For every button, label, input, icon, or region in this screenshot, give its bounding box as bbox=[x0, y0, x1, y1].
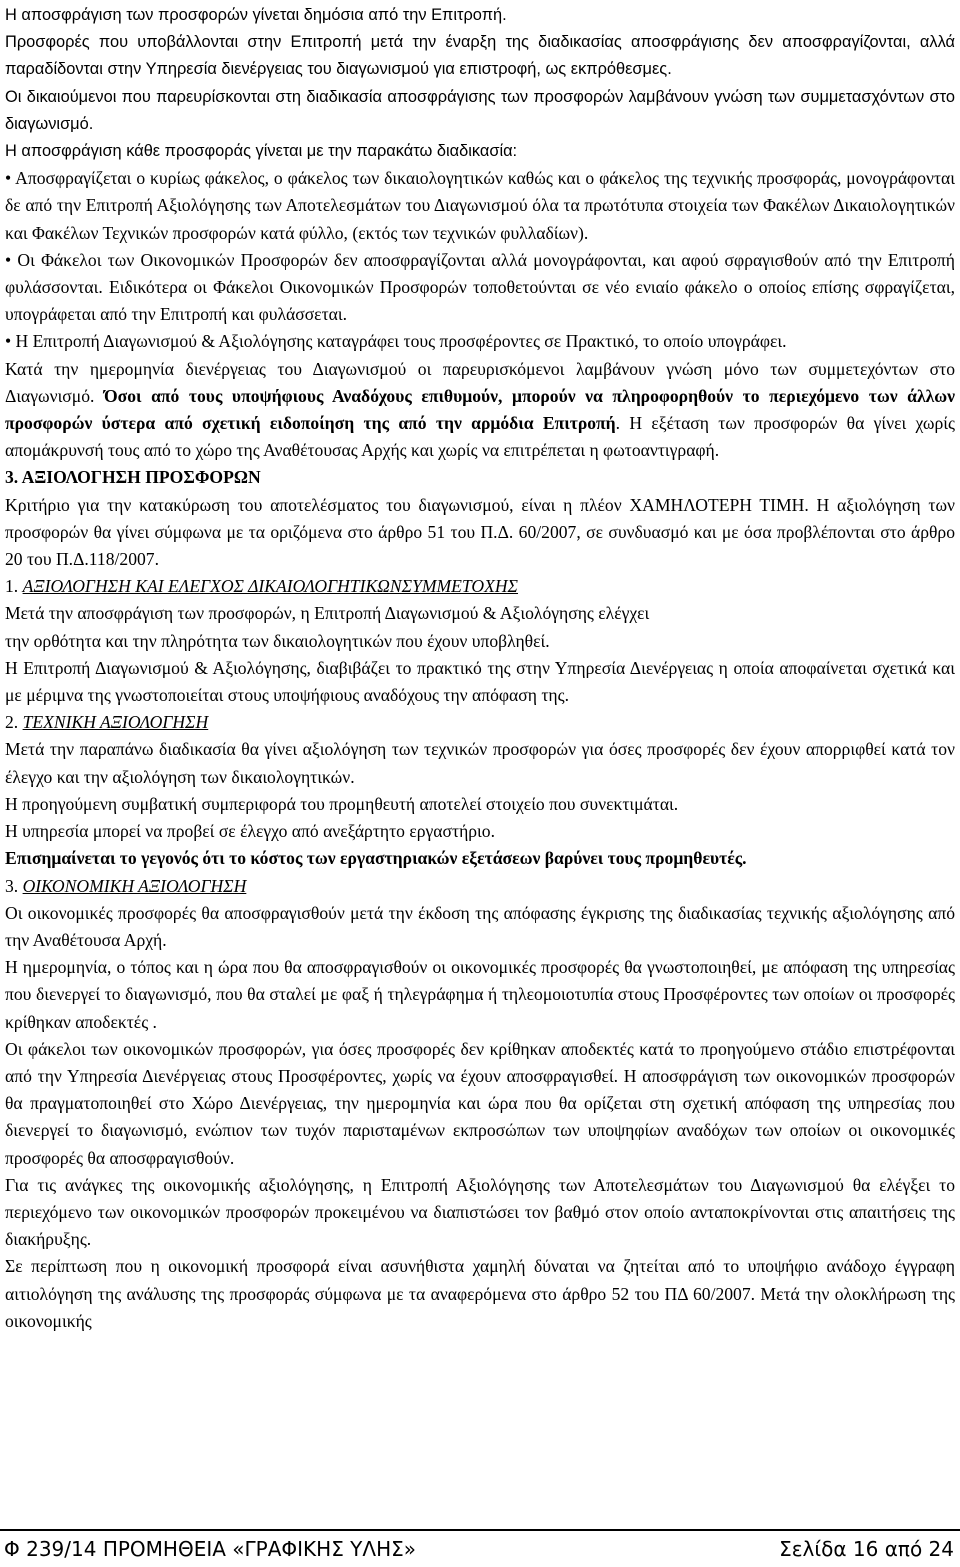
paragraph bbox=[5, 356, 955, 465]
text-run: . Η εξέταση των προσφορών θα γίνει χωρίς απομάκρυνσή τους από το χώρο της Αναθέτουσας Αρχής και χωρίς να επιτρέπεται η φωτοαντιγραφή. bbox=[5, 413, 955, 461]
paragraph: Μετά την παραπάνω διαδικασία θα γίνει αξιολόγηση των τεχνικών προσφορών για όσες προσφορές δεν έχουν απορριφθεί κατά τον έλεγχο και την αξιολόγηση των δικαιολογητικών. bbox=[5, 739, 955, 787]
paragraph: Για τις ανάγκες της οικονομικής αξιολόγησης, η Επιτροπή Αξιολόγησης των Αποτελεσμάτων του Διαγωνισμού θα ελέγξει το περιεχόμενο των οικονομικών προσφορών προκειμένου να διαπιστώσει τον βαθμό στον οποίο ανταποκρίνονται στις απαιτήσεις της διακήρυξης. bbox=[5, 1174, 955, 1250]
subsection-heading bbox=[5, 709, 955, 736]
page-footer bbox=[4, 1535, 954, 1565]
subsection-number: 1. bbox=[5, 576, 23, 597]
footer-divider bbox=[0, 1529, 960, 1531]
paragraph: Μετά την αποσφράγιση των προσφορών, η Επιτροπή Διαγωνισμού & Αξιολόγησης ελέγχει bbox=[5, 603, 650, 624]
paragraph: Οι φάκελοι των οικονομικών προσφορών, για όσες προσφορές δεν κρίθηκαν αποδεκτές κατά το προηγούμενο στάδιο επιστρέφονται από την Υπηρεσία Διενέργειας στους Προσφέροντες, χωρίς να έχουν αποσφραγισθεί. Η αποσφράγιση των οικονομικών προσφορών θα πραγματοποιηθεί στο Χώρο Διενέργειας, την ημερομηνία και ώρα που θα ορίζεται στη σχετική απόφαση της υπηρεσίας που διενεργεί το διαγωνισμό, ενώπιον των τυχόν παρισταμένων εκπροσώπων των υποψηφίων αναδόχων των οποίων οι οικονομικές προσφορές θα αποσφραγισθούν. bbox=[5, 1038, 955, 1168]
paragraph: Η υπηρεσία μπορεί να προβεί σε έλεγχο από ανεξάρτητο εργαστήριο. bbox=[5, 821, 495, 842]
subsection-title: ΑΞΙΟΛΟΓΗΣΗ ΚΑΙ ΕΛΕΓΧΟΣ ΔΙΚΑΙΟΛΟΓΗΤΙΚΩΝΣΥΜΜΕΤΟΧΗΣ bbox=[22, 576, 519, 597]
document-body bbox=[5, 2, 955, 1335]
subsection-heading bbox=[5, 873, 955, 900]
paragraph: Σε περίπτωση που η οικονομική προσφορά είναι ασυνήθιστα χαμηλή δύναται να ζητείται από το υποψήφιο ανάδοχο έγγραφη αιτιολόγηση της ανάλυσης της προσφοράς σύμφωνα με τα αναφερόμενα στο άρθρο 52 του ΠΔ 60/2007. Μετά την ολοκλήρωση της οικονομικής bbox=[5, 1256, 955, 1331]
paragraph: Οι δικαιούμενοι που παρευρίσκονται στη διαδικασία αποσφράγισης των προσφορών λαμβάνουν γνώση των συμμετασχόντων στο διαγωνισμό. bbox=[5, 87, 955, 133]
paragraph: Η ημερομηνία, ο τόπος και η ώρα που θα αποσφραγισθούν οι οικονομικές προσφορές θα γνωστοποιηθεί, με απόφαση της υπηρεσίας που διενεργεί το διαγωνισμό, που θα σταλεί με φαξ ή τηλεγράφημα ή τηλεομοιοτυπία στους Προσφέροντες των οποίων οι προσφορές κρίθηκαν αποδεκτές . bbox=[5, 957, 955, 1032]
bullet-item: • Η Επιτροπή Διαγωνισμού & Αξιολόγησης καταγράφει τους προσφέροντες σε Πρακτικό, το οποίο υπογράφει. bbox=[5, 331, 787, 352]
subsection-number: 2. bbox=[5, 712, 23, 733]
subsection-title: ΟΙΚΟΝΟΜΙΚΗ ΑΞΙΟΛΟΓΗΣΗ bbox=[22, 875, 247, 896]
subsection-heading bbox=[5, 573, 955, 600]
bold-text-run: Όσοι από τους υποψήφιους Αναδόχους επιθυμούν, μπορούν να πληροφορηθούν το περιεχόμενο των άλλων προσφορών ύστερα από σχετική ειδοποίηση της από την αρμόδια Επιτροπή bbox=[5, 385, 955, 434]
paragraph: Η Επιτροπή Διαγωνισμού & Αξιολόγησης, διαβιβάζει το πρακτικό της στην Υπηρεσία Διενέργειας η οποία αποφαίνεται σχετικά και με μέριμνα της γνωστοποιείται στους υποψήφιους αναδόχους την απόφαση της. bbox=[5, 657, 955, 706]
paragraph: Η αποσφράγιση των προσφορών γίνεται δημόσια από την Επιτροπή. bbox=[5, 6, 507, 24]
paragraph: την ορθότητα και την πληρότητα των δικαιολογητικών που έχουν υποβληθεί. bbox=[5, 630, 550, 651]
subsection-title: ΤΕΧΝΙΚΗ ΑΞΙΟΛΟΓΗΣΗ bbox=[22, 712, 209, 733]
bullet-item: • Οι Φάκελοι των Οικονομικών Προσφορών δεν αποσφραγίζονται αλλά μονογράφονται, και αφού σφραγισθούν από την Επιτροπή φυλάσσονται. Ειδικότερα οι Φάκελοι Οικονομικών Προσφορών τοποθετούνται σε νέο ενιαίο φάκελο ο οποίος επίσης σφραγίζεται, υπογράφεται από την Επιτροπή και φυλάσσεται. bbox=[5, 249, 955, 325]
paragraph: Προσφορές που υποβάλλονται στην Επιτροπή μετά την έναρξη της διαδικασίας αποσφράγισης δεν αποσφραγίζονται, αλλά παραδίδονται στην Υπηρεσία διενέργειας του διαγωνισμού για επιστροφή, ως εκπρόθεσμες. bbox=[5, 33, 955, 79]
section-heading: 3. ΑΞΙΟΛΟΓΗΣΗ ΠΡΟΣΦΟΡΩΝ bbox=[5, 467, 261, 488]
emphasis-paragraph: Επισημαίνεται το γεγονός ότι το κόστος των εργαστηριακών εξετάσεων βαρύνει τους προμηθευτές. bbox=[5, 848, 747, 869]
bullet-item: • Αποσφραγίζεται ο κυρίως φάκελος, ο φάκελος των δικαιολογητικών καθώς και ο φάκελος της τεχνικής προσφοράς, μονογράφονται δε από την Επιτροπή Αξιολόγησης των Αποτελεσμάτων του Διαγωνισμού όλα τα πρωτότυπα στοιχεία των Φακέλων Δικαιολογητικών και Φακέλων Τεχνικών προσφορών κατά φύλλο, (εκτός των τεχνικών φυλλαδίων). bbox=[5, 168, 955, 243]
footer-document-title: Φ 239/14 ΠΡΟΜΗΘΕΙΑ «ΓΡΑΦΙΚΗΣ ΥΛΗΣ» bbox=[4, 1537, 416, 1561]
paragraph: Οι οικονομικές προσφορές θα αποσφραγισθούν μετά την έκδοση της απόφασης έγκρισης της διαδικασίας τεχνικής αξιολόγησης από την Αναθέτουσα Αρχή. bbox=[5, 902, 955, 950]
text-run: Κατά την ημερομηνία διενέργειας του Διαγωνισμού οι παρευρισκόμενοι λαμβάνουν γνώση μόνο των συμμετεχόντων στο Διαγωνισμό. bbox=[5, 358, 955, 406]
subsection-number: 3. bbox=[5, 875, 23, 896]
paragraph: Η αποσφράγιση κάθε προσφοράς γίνεται με την παρακάτω διαδικασία: bbox=[5, 142, 518, 161]
page-number: Σελίδα 16 από 24 bbox=[779, 1537, 954, 1561]
paragraph: Κριτήριο για την κατακύρωση του αποτελέσματος του διαγωνισμού, είναι η πλέον ΧΑΜΗΛΟΤΕΡΗ ΤΙΜΗ. Η αξιολόγηση των προσφορών θα γίνει σύμφωνα με τα οριζόμενα στο άρθρο 51 του Π.Δ. 60/2007, σε συνδυασμό και με όσα προβλέπονται στο άρθρο 20 του Π.Δ.118/2007. bbox=[5, 494, 955, 570]
paragraph: Η προηγούμενη συμβατική συμπεριφορά του προμηθευτή αποτελεί στοιχείο που συνεκτιμάται. bbox=[5, 793, 679, 814]
